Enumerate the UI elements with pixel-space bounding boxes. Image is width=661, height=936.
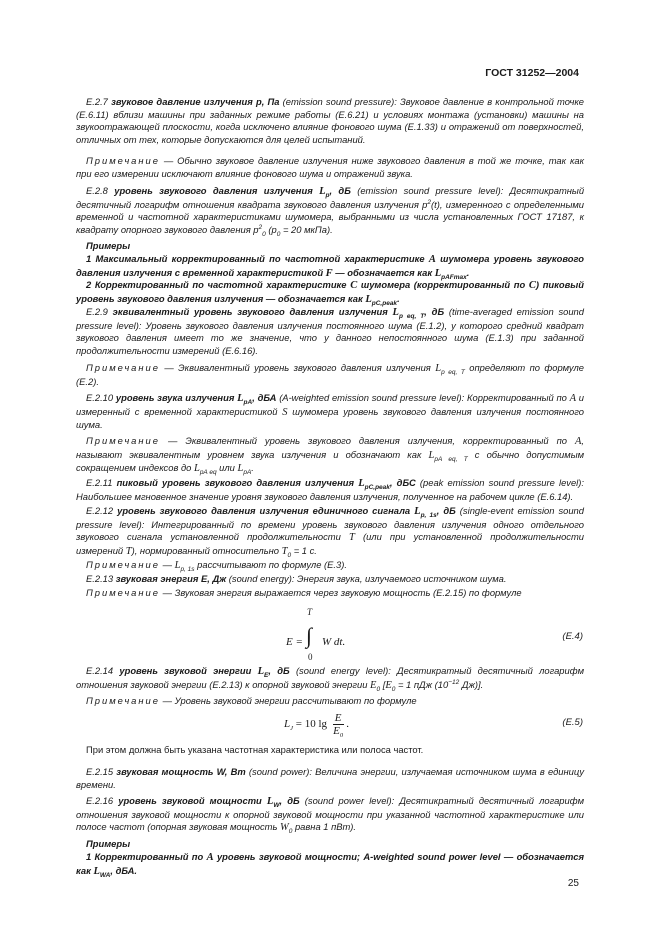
clause-e28: Е.2.8 уровень звукового давления излучения $L_p$, дБ (emission sound pressure level): Десятикратный десятичный логарифм отношения квадрата звукового давления излучения $p^2(t)$, измеренного с определенными временной и частотной характеристиками шумомера, выбранными из числа установленных ГОСТ 17187, к квадрату опорного звукового давления $p^2_0$ ($p_0 = 20$ мкПа).	[76, 185, 585, 238]
equation-number-e4: (Е.4)	[562, 631, 583, 642]
note-e27: Примечание — Обычно звуковое давление излучения ниже звукового давления в той же точке, так как при его измерении исключают влияние фонового шума и отражений звука.	[76, 155, 585, 179]
example-1-2: 2 Корректированный по частотной характеристике C шумомера (корректированный по C) пиковый уровень звукового давления излучения — обозначается как $L_{pC,peak}$.	[76, 279, 585, 307]
formula-e5: $L_J = 10$ lg $\frac{E}{E_0}$ .	[284, 712, 350, 740]
formula-e4-body: W dt.	[322, 636, 346, 648]
clause-e210: Е.2.10 уровень звука излучения $L_{pA}$, дБА (A-weighted emission sound pressure level): Корректированный по A и измеренный с временной характеристикой S шумомера уровень звукового давления излучения постоянного шума.	[76, 392, 585, 431]
equation-number-e5: (Е.5)	[562, 717, 583, 728]
clause-e213: Е.2.13 звуковая энергия E, Дж (sound energy): Энергия звука, излучаемого источником шума.	[86, 573, 507, 584]
clause-e216: Е.2.16 уровень звуковой мощности $L_W$, дБ (sound power level): Десятикратный десятичный логарифм отношения звуковой мощности к опорной звуковой мощности при указанной частотной характеристике или полосе частот (опорная звуковая мощность $W_0$ равна 1 пВт).	[76, 795, 584, 836]
integral-sign: ∫	[306, 623, 313, 648]
clause-e212: Е.2.12 уровень звукового давления излучения единичного сигнала $L_{p, 1s}$, дБ (single-event emission sound pressure level): Интегрированный по времени уровень звукового давления излучения одного отдельного звукового сигнала установленной продолжительности T (или при установленной продолжительности измерений T), нормированный относительно $T_0 = 1$ с.	[76, 505, 585, 559]
formula-e4-lhs: E =	[286, 636, 303, 648]
note-e214: Примечание — Уровень звуковой энергии рассчитывают по формуле	[86, 695, 417, 706]
frequency-remark: При этом должна быть указана частотная характеристика или полоса частот.	[86, 744, 424, 755]
note-e213: Примечание — Звуковая энергия выражается через звуковую мощность (Е.2.15) по формуле	[86, 587, 522, 598]
integral-upper-limit: T	[307, 607, 313, 617]
clause-e211: Е.2.11 пиковый уровень звукового давления излучения $L_{pC,peak}$, дБС (peak emission sound pressure level): Наибольшее мгновенное значение уровня звукового давления излучения, полученное на рабочем цикле (Е.6.14).	[76, 477, 584, 502]
term-e27: звуковое давление излучения p, Па	[111, 96, 280, 107]
examples-title-1: Примеры	[86, 240, 131, 251]
fraction: $\frac{E}{E_0}$	[333, 712, 344, 740]
document-code: ГОСТ 31252—2004	[485, 67, 579, 79]
note-e212: Примечание — $L_{p, 1s}$ рассчитывают по формуле (Е.3).	[86, 559, 347, 573]
note-e29: Примечание — Эквивалентный уровень звукового давления излучения $L_{p eq, T}$ определяют по формуле (Е.2).	[76, 362, 584, 387]
page-number: 25	[567, 878, 579, 889]
clause-e215: Е.2.15 звуковая мощность W, Вт (sound power): Величина энергии, излучаемая источником шума в единицу времени.	[76, 766, 585, 790]
note-e210: Примечание — Эквивалентный уровень звукового давления излучения, корректированный по A, называют эквивалентным уровнем звука излучения и обозначают как $L_{pA eq, T}$ с обычно допустимым сокращением индексов до $L_{pA eq}$ или $L_{pA}$.	[76, 435, 585, 477]
examples-title-2: Примеры	[86, 838, 131, 849]
integral-lower-limit: 0	[308, 652, 313, 662]
clause-e27: Е.2.7 звуковое давление излучения p, Па (emission sound pressure): Звуковое давление в контрольной точке (Е.6.11) вблизи машины при заданных режиме работы (Е.6.21) и условиях монтажа (установки) машины на звукоотражающей плоскости, когда исключено влияние фонового шума (Е.1.33) и отражений от поверхностей, отличных от тех, которые допускаются для целей испытаний.	[76, 96, 585, 145]
example-1-1: 1 Максимальный корректированный по частотной характеристике A шумомера уровень звукового давления излучения с временной характеристикой F — обозначается как $L_{pAFmax}$.	[76, 253, 585, 281]
example-2-1: 1 Корректированный по A уровень звуковой мощности; A-weighted sound power level — обозначается как $L_{WA}$, дБА.	[76, 851, 584, 879]
clause-e214: Е.2.14 уровень звуковой энергии $L_E$, дБ (sound energy level): Десятикратный десятичный логарифм отношения звуковой энергии (Е.2.13) к опорной звуковой энергии $E_0$ [$E_0 = 1$ пДж ($10^{-12}$ Дж)].	[76, 665, 584, 693]
clause-e29: Е.2.9 эквивалентный уровень звукового давления излучения $L_{p eq, T}$, дБ (time-averaged emission sound pressure level): Уровень звукового давления излучения постоянного шума (Е.1.2), у которого средний квадрат звукового давления имеет то же значение, что у данного непостоянного шума (Е.1.3) при заданной продолжительности измерений (Е.6.16).	[76, 306, 584, 356]
